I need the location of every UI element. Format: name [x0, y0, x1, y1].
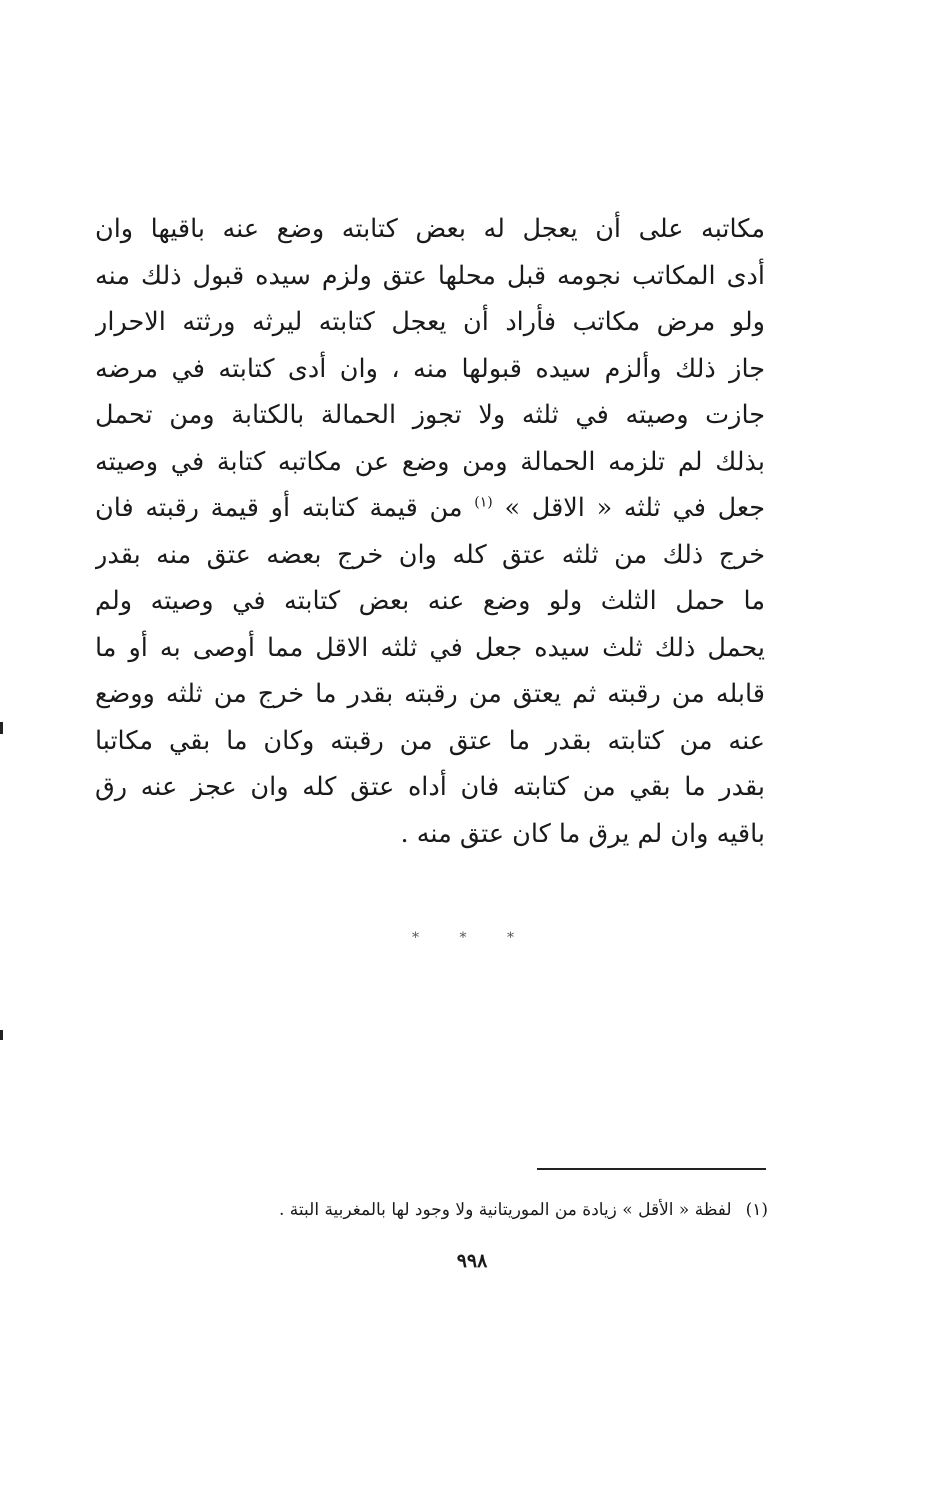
footnote-divider: [537, 1168, 766, 1170]
scan-edge-mark: [0, 1030, 3, 1040]
text-line: جازت وصيته في ثلثه ولا تجوز الحمالة بالكتابة ومن تحمل: [95, 400, 765, 430]
text-line: جاز ذلك وألزم سيده قبولها منه ، وان أدى كتابته في مرضه: [95, 353, 765, 384]
text-line: ولو مرض مكاتب فأراد أن يعجل كتابته ليرثه ورثته الاحرار: [95, 307, 765, 337]
text-segment: جعل في ثلثه « الاقل »: [504, 493, 765, 523]
footnote: [200, 1196, 768, 1224]
text-segment: من قيمة كتابته أو قيمة رقبته فان: [95, 493, 463, 523]
text-line-with-footnote: [95, 485, 765, 532]
text-line: مكاتبه على أن يعجل له بعض كتابته وضع عنه باقيها وان: [95, 214, 765, 244]
text-line: أدى المكاتب نجومه قبل محلها عتق ولزم سيده قبول ذلك منه: [95, 260, 765, 291]
text-line: عنه من كتابته بقدر ما عتق من رقبته وكان ما بقي مكاتبا: [95, 725, 765, 756]
footnote-text: لفظة « الأقل » زيادة من الموريتانية ولا وجود لها بالمغربية البتة .: [278, 1200, 732, 1220]
text-line: خرج ذلك من ثلثه عتق كله وان خرج بعضه عتق منه بقدر: [95, 539, 765, 570]
footnote-reference[interactable]: (١): [474, 494, 493, 511]
section-separator: * * *: [412, 930, 532, 946]
page-number: ٩٩٨: [456, 1250, 488, 1272]
text-line: بقدر ما بقي من كتابته فان أداه عتق كله وان عجز عنه رق: [95, 772, 765, 802]
text-line: قابله من رقبته ثم يعتق من رقبته بقدر ما خرج من ثلثه ووضع: [95, 679, 765, 709]
scan-edge-mark: [0, 722, 3, 734]
text-line: بذلك لم تلزمه الحمالة ومن وضع عن مكاتبه كتابة في وصيته: [95, 446, 765, 477]
main-text-block: [95, 206, 765, 857]
text-line: يحمل ذلك ثلث سيده جعل في ثلثه الاقل مما أوصى به أو ما: [95, 632, 765, 663]
footnote-number: (١): [745, 1200, 768, 1220]
text-line: ما حمل الثلث ولو وضع عنه بعض كتابته في وصيته ولم: [95, 586, 765, 616]
text-line: باقيه وان لم يرق ما كان عتق منه .: [400, 818, 765, 849]
